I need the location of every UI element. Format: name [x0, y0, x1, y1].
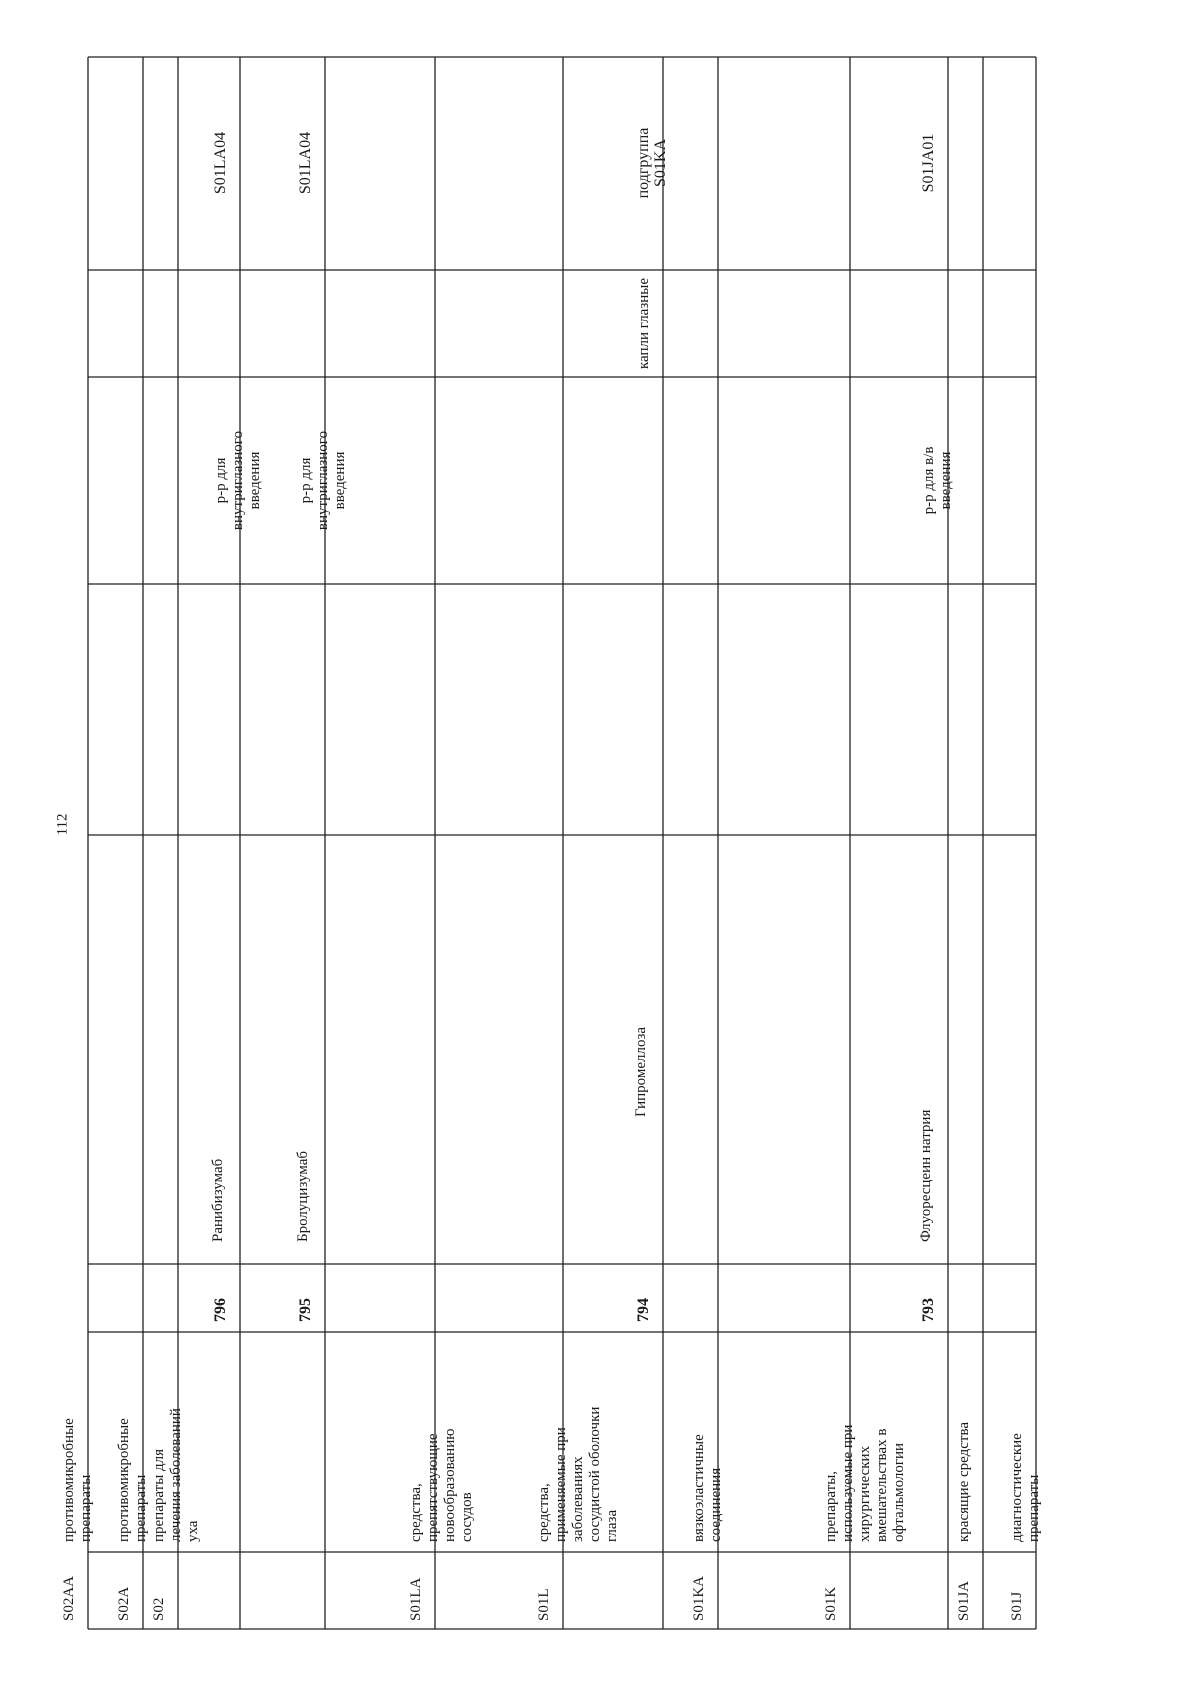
dosage-form-extra	[636, 278, 652, 369]
pharmacological-group-line: красящие средства	[956, 1422, 972, 1542]
entry-number	[297, 1298, 314, 1322]
pharmacological-group-line: новообразованию	[442, 1428, 458, 1542]
entry-number	[212, 1298, 229, 1322]
pharmacological-group-line: офтальмологии	[891, 1442, 907, 1542]
pharmacological-group	[116, 1418, 149, 1542]
pharmacological-group-line: препараты	[78, 1474, 94, 1542]
dosage-form-line: введения	[938, 451, 954, 510]
pharmacological-group-line: глаза	[604, 1509, 620, 1542]
pharmacological-group-line: хирургических	[857, 1445, 873, 1542]
pharmacological-group-line: противомикробные	[61, 1418, 77, 1542]
atc-code	[1009, 1592, 1025, 1621]
drug-name-line: Бролуцизумаб	[295, 1150, 311, 1242]
pharmacological-group-line: уха	[185, 1520, 201, 1542]
atc-reference	[635, 128, 669, 199]
drug-name	[295, 1151, 311, 1242]
pharmacological-group-line: лечения заболеваний	[168, 1408, 184, 1542]
pharmacological-group	[536, 1407, 620, 1542]
pharmacological-group-line: вязкоэластичные	[691, 1434, 707, 1542]
atc-reference-line: S01JA01	[920, 133, 937, 193]
dosage-form-line: внутриглазного	[315, 430, 331, 531]
dosage-form-line: введения	[247, 451, 263, 510]
pharmacological-group-line: диагностические	[1009, 1433, 1025, 1542]
pharmacological-group	[61, 1418, 94, 1542]
entry-number-line: 794	[635, 1298, 652, 1322]
entry-number-line: 796	[212, 1298, 229, 1322]
pharmacological-group	[408, 1429, 475, 1542]
atc-code	[823, 1587, 839, 1621]
pharmacological-group-line: сосудистой оболочки	[587, 1406, 603, 1542]
pharmacological-group-line: вмешательствах в	[874, 1428, 890, 1542]
atc-reference-line: S01KA	[652, 138, 669, 188]
pharmacological-group-line: средства,	[536, 1483, 552, 1542]
entry-number	[920, 1298, 937, 1322]
entry-number-line: 793	[920, 1298, 937, 1322]
pharmacological-group-line: противомикробные	[116, 1418, 132, 1542]
atc-reference-line: S01LA04	[297, 131, 314, 195]
atc-code	[408, 1577, 424, 1621]
atc-code	[536, 1588, 552, 1621]
pharmacological-group-line: препараты	[1026, 1474, 1042, 1542]
atc-reference	[212, 132, 229, 194]
pharmacological-group-line: сосудов	[459, 1492, 475, 1542]
drug-name	[918, 1110, 934, 1242]
dosage-form	[298, 431, 348, 530]
table-cells	[61, 128, 1042, 1621]
atc-code	[61, 1576, 77, 1621]
drug-name-line: Флуоресцеин натрия	[918, 1109, 934, 1242]
atc-code	[151, 1598, 167, 1621]
dosage-form	[921, 447, 954, 515]
atc-reference	[297, 132, 314, 194]
pharmacological-group-line: препараты,	[823, 1470, 839, 1542]
atc-code	[116, 1587, 132, 1621]
atc-code-line: S01JA	[956, 1580, 972, 1621]
atc-reference-line: подгруппа	[635, 127, 652, 199]
table-grid	[88, 57, 1036, 1629]
atc-reference	[920, 134, 937, 193]
pharmacological-group-line: препараты	[133, 1474, 149, 1542]
pharmacological-group	[1009, 1433, 1042, 1542]
entry-number	[635, 1298, 652, 1322]
pharmacological-group-line: соединения	[708, 1467, 724, 1542]
pharmacological-group-line: препятствующие	[425, 1433, 441, 1542]
pharmacological-group	[823, 1425, 907, 1542]
atc-code-line: S01LA	[408, 1577, 424, 1621]
dosage-form-line: р-р для в/в	[921, 446, 937, 515]
atc-code-line: S01J	[1009, 1591, 1025, 1621]
atc-code	[691, 1576, 707, 1621]
atc-code-line: S02	[151, 1597, 167, 1621]
pharmacological-group-line: средства,	[408, 1483, 424, 1542]
pharmacological-group-line: заболеваниях	[570, 1456, 586, 1542]
atc-reference-line: S01LA04	[212, 131, 229, 195]
pharmacological-group	[691, 1434, 724, 1542]
pharmacological-group	[151, 1408, 201, 1542]
pharmacological-group-line: препараты для	[151, 1448, 167, 1542]
drug-name	[210, 1158, 226, 1242]
atc-code-line: S01L	[536, 1588, 552, 1621]
dosage-form-line: введения	[332, 451, 348, 510]
dosage-form-extra-line: капли глазные	[636, 277, 652, 369]
dosage-form	[213, 431, 263, 530]
atc-code-line: S02A	[116, 1586, 132, 1621]
dosage-form-line: внутриглазного	[230, 430, 246, 531]
dosage-form-line: р-р для	[213, 457, 229, 504]
drug-name-line: Ранибизумаб	[210, 1158, 226, 1242]
page-number: 112	[54, 813, 71, 836]
atc-code-line: S02AA	[61, 1575, 77, 1621]
atc-code-line: S01KA	[691, 1575, 707, 1621]
dosage-form-line: р-р для	[298, 457, 314, 504]
drug-name	[633, 1027, 649, 1117]
drug-name-line: Гипромеллоза	[633, 1026, 649, 1117]
pharmacological-group	[956, 1422, 972, 1542]
pharmacological-group-line: используемые при	[840, 1424, 856, 1542]
atc-code	[956, 1581, 972, 1621]
entry-number-line: 795	[297, 1298, 314, 1322]
pharmacological-group-line: применяемые при	[553, 1427, 569, 1542]
atc-code-line: S01K	[823, 1586, 839, 1621]
